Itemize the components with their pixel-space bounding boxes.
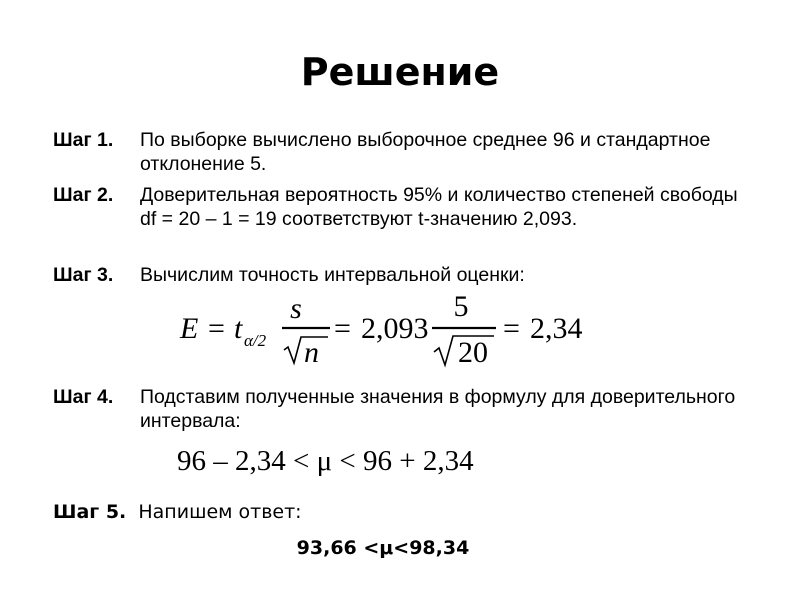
formula-result: 2,34	[530, 312, 583, 345]
formula-s: s	[290, 292, 302, 325]
step-1	[53, 128, 750, 176]
step-5-label: Шаг 5.	[53, 501, 127, 523]
step-2	[53, 183, 750, 231]
formula-t-subscript: α/2	[244, 331, 267, 350]
step-3-label: Шаг 3.	[53, 264, 114, 286]
step-2-label: Шаг 2.	[53, 184, 114, 206]
formula-e: E	[180, 312, 199, 345]
step-3-text: Вычислим точность интервальной оценки:	[140, 264, 525, 286]
step-4-text: Подставим полученные значения в формулу для доверительного интервала:	[140, 386, 736, 432]
formula-eq-1: =	[208, 312, 225, 345]
formula-numerator: 5	[453, 290, 469, 323]
step-1-text: По выборке вычислено выборочное среднее 96 и стандартное отклонение 5.	[140, 129, 711, 175]
formula-eq-2: =	[334, 312, 351, 345]
step-5	[53, 501, 302, 523]
precision-formula	[178, 290, 598, 370]
page-title: Решение	[300, 50, 500, 94]
step-2-text: Доверительная вероятность 95% и количество степеней свободы df = 20 – 1 = 19 соответствуют t-значению 2,093.	[140, 184, 738, 230]
step-3	[53, 263, 750, 287]
step-4-label: Шаг 4.	[53, 386, 114, 408]
formula-eq-3: =	[503, 312, 520, 345]
formula-t: t	[234, 312, 243, 345]
step-5-text: Напишем ответ:	[138, 501, 302, 523]
formula-denominator: 20	[458, 336, 488, 369]
formula-t-value: 2,093	[361, 312, 429, 345]
final-answer: 93,66 <μ<98,34	[296, 537, 470, 559]
interval-formula: 96 – 2,34 < μ < 96 + 2,34	[177, 445, 474, 477]
formula-n: n	[304, 336, 319, 369]
step-1-label: Шаг 1.	[53, 129, 114, 151]
step-4	[53, 385, 750, 433]
